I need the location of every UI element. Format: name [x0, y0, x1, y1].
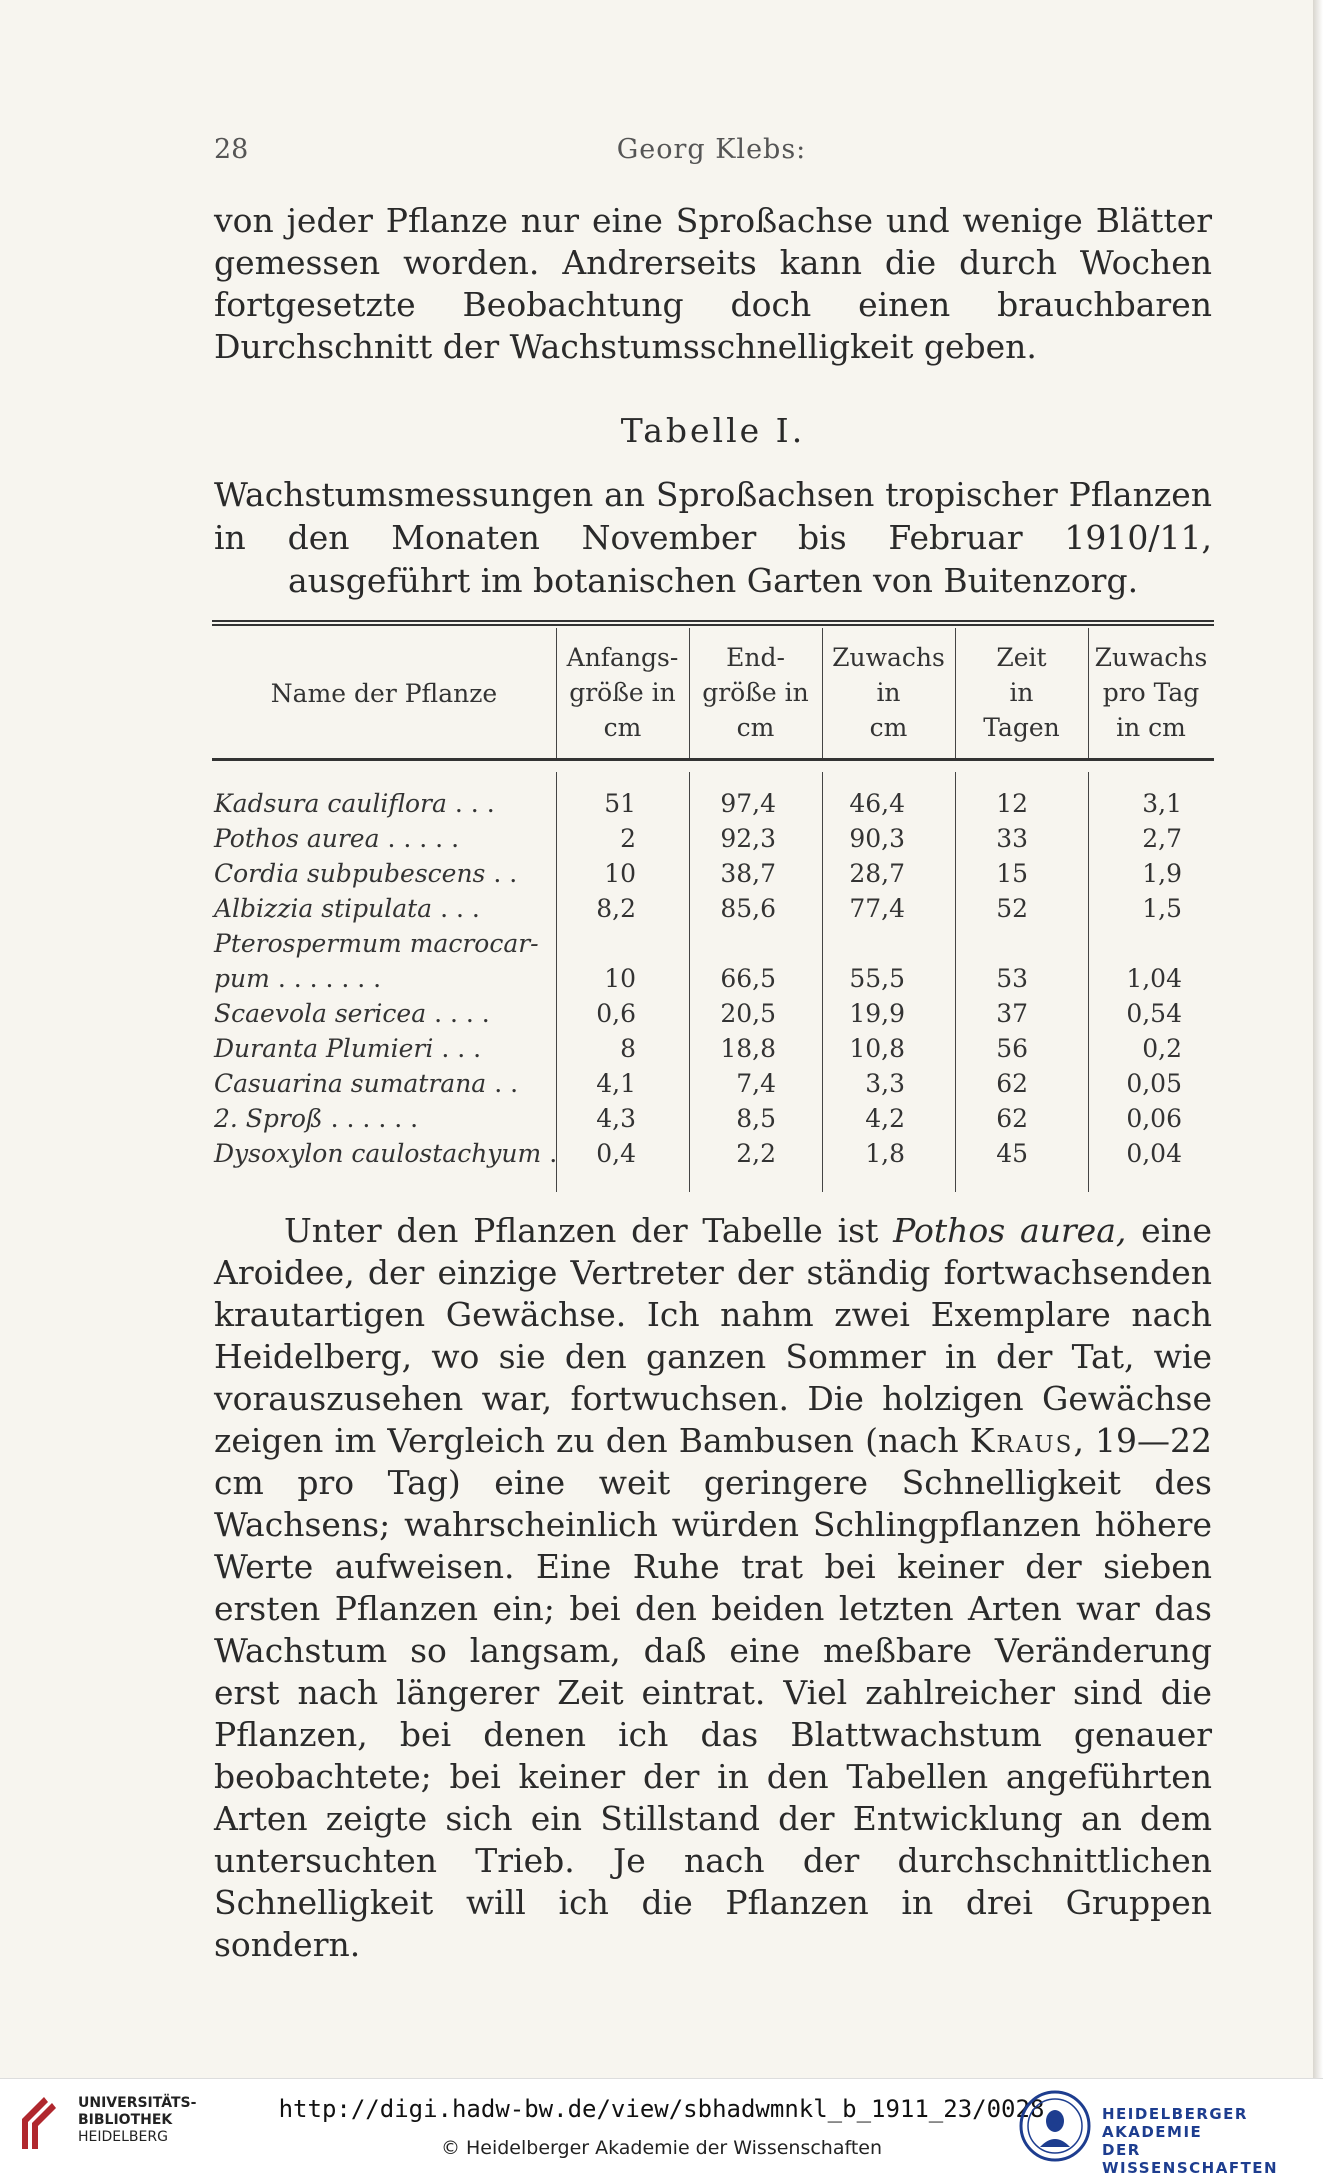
- value-cell: 3,1: [1142, 789, 1182, 818]
- plant-name-cell: [214, 1136, 558, 1171]
- academy-name-line: DER WISSENSCHAFTEN: [1102, 2141, 1279, 2177]
- value-cell: 62: [996, 1069, 1028, 1098]
- value-cell: 18,8: [720, 1034, 776, 1063]
- table-top-rule: [212, 620, 1214, 626]
- value-cell: 4,2: [865, 1104, 905, 1133]
- library-name-line: UNIVERSITÄTS-: [78, 2095, 197, 2111]
- value-cell: 97,4: [720, 789, 776, 818]
- column-header-start-size: [556, 640, 689, 745]
- copyright-notice: © Heidelberger Akademie der Wissenschaften: [440, 2137, 883, 2159]
- plant-name-cell: [214, 856, 544, 891]
- header-line: cm: [736, 713, 775, 742]
- value-cell: 1,5: [1142, 894, 1182, 923]
- body-text: [214, 1210, 1212, 1966]
- header-line: Tagen: [983, 713, 1060, 742]
- value-cell: 90,3: [849, 824, 905, 853]
- plant-name: Casuarina sumatrana: [214, 1069, 487, 1098]
- header-line: größe in: [569, 678, 676, 707]
- footer-bar: [0, 2078, 1323, 2175]
- value-cell: 15: [996, 859, 1028, 888]
- column-header-name: [214, 676, 554, 711]
- value-cell: 8,5: [736, 1104, 776, 1133]
- plant-name-cell: [214, 1031, 544, 1066]
- value-cell: 53: [996, 964, 1028, 993]
- value-cell: [526, 926, 636, 961]
- plant-name: Duranta Plumieri: [214, 1034, 434, 1063]
- plant-name-cell: [214, 1066, 544, 1101]
- author-name: Kraus: [969, 1421, 1074, 1460]
- column-header-growth: [822, 640, 955, 745]
- value-cell: 46,4: [849, 789, 905, 818]
- header-line: End-: [726, 643, 785, 672]
- plant-name-cell: [214, 1101, 544, 1136]
- running-title: Georg Klebs:: [616, 134, 807, 165]
- value-cell: 52: [996, 894, 1028, 923]
- value-cell: 20,5: [720, 999, 776, 1028]
- column-header-end-size: [689, 640, 822, 745]
- column-header-growth-per-day: [1088, 640, 1214, 745]
- header-line: Anfangs-: [566, 643, 679, 672]
- page-number: 28: [214, 134, 249, 165]
- header-line: cm: [603, 713, 642, 742]
- value-cell: 33: [996, 824, 1028, 853]
- leader-dots: . .: [493, 859, 518, 888]
- header-line: Zuwachs: [832, 643, 945, 672]
- value-cell: 10: [604, 964, 636, 993]
- header-line: Name der Pflanze: [270, 679, 498, 708]
- plant-name: Pterospermum macrocar-: [214, 929, 539, 958]
- value-cell: 1,8: [865, 1139, 905, 1168]
- value-cell: 51: [604, 789, 636, 818]
- value-cell: 92,3: [720, 824, 776, 853]
- value-cell: 7,4: [736, 1069, 776, 1098]
- value-cell: 2: [620, 824, 636, 853]
- value-cell: 8,2: [596, 894, 636, 923]
- value-cell: 62: [996, 1104, 1028, 1133]
- value-cell: 0,6: [596, 999, 636, 1028]
- value-cell: 0,04: [1126, 1139, 1182, 1168]
- header-line: cm: [869, 713, 908, 742]
- value-cell: 0,06: [1126, 1104, 1182, 1133]
- value-cell: 4,1: [596, 1069, 636, 1098]
- value-cell: [1072, 926, 1182, 961]
- header-line: in cm: [1116, 713, 1186, 742]
- leader-dots: . . .: [440, 894, 480, 923]
- body-text-part: , 19—22 cm pro Tag) eine weit geringere Schnelligkeit des Wachsens; wahrscheinlich würden Schlingpflanzen höhere Werte aufweisen. Eine Ruhe trat bei keiner der sieben ersten Pflanzen ein; bei den beiden letzten Arten war das Wachstum so langsam, daß eine meßbare Veränderung erst nach längerer Zeit eintrat. Viel zahlreicher sind die Pflanzen, bei denen ich das Blattwachstum genauer beobachtete; bei keiner der in den Tabellen angeführten Arten zeigte sich ein Stillstand der Entwicklung an dem untersuchten Trieb. Je nach der durchschnittlichen Schnelligkeit will ich die Pflanzen in drei Gruppen sondern.: [214, 1421, 1212, 1964]
- value-cell: 10: [604, 859, 636, 888]
- value-cell: 2,7: [1142, 824, 1182, 853]
- library-name-line: BIBLIOTHEK: [78, 2112, 173, 2128]
- header-line: pro Tag: [1102, 678, 1200, 707]
- header-line: Zuwachs: [1094, 643, 1208, 672]
- value-cell: 10,8: [849, 1034, 905, 1063]
- page-header: [214, 134, 1209, 174]
- plant-name: Cordia subpubescens: [214, 859, 486, 888]
- plant-name: Kadsura cauliflora: [214, 789, 447, 818]
- body-paragraph: [214, 1210, 1212, 1966]
- plant-name: Pothos aurea: [214, 824, 380, 853]
- column-header-days: [955, 640, 1088, 745]
- plant-name-cell: [214, 891, 544, 926]
- header-line: in: [1009, 678, 1034, 707]
- value-cell: [918, 926, 1028, 961]
- value-cell: 55,5: [849, 964, 905, 993]
- value-cell: 2,2: [736, 1139, 776, 1168]
- plant-name-cell: [214, 786, 544, 821]
- body-text-part: eine Aroidee, der einzige Vertreter der ständig fortwachsenden krautartigen Gewächse. Ich nahm zwei Exemplare nach Heidelberg, wo sie den ganzen Sommer in der Tat, wie vorauszusehen war, fortwuchsen. Die holzigen Gewächse zeigen im Vergleich zu den Bambusen (nach: [214, 1211, 1213, 1460]
- leader-dots: . . . . .: [387, 824, 460, 853]
- plant-name-cell: [214, 961, 544, 996]
- value-cell: [795, 926, 905, 961]
- value-cell: 85,6: [720, 894, 776, 923]
- table-caption: Wachstumsmessungen an Sproßachsen tropischer Pflanzen in den Monaten November bis Februar 1910/11, ausgeführt im botanischen Garten von Buitenzorg.: [214, 475, 1212, 600]
- plant-name: Dysoxylon caulostachyum: [214, 1139, 542, 1168]
- academy-name: [1102, 2105, 1323, 2177]
- value-cell: 8: [620, 1034, 636, 1063]
- leader-dots: . . . .: [434, 999, 490, 1028]
- plant-name: pum: [214, 964, 270, 993]
- intro-paragraph: [214, 200, 1212, 368]
- plant-name-cell: [214, 996, 544, 1031]
- table-header-rule: [212, 758, 1214, 761]
- library-name-line: HEIDELBERG: [78, 2129, 168, 2145]
- table-title: Tabelle I.: [620, 411, 806, 450]
- leader-dots: . . . . . . .: [277, 964, 382, 993]
- plant-name-cell: [214, 926, 544, 961]
- body-text-part: Unter den Pflanzen der Tabelle ist: [284, 1211, 894, 1250]
- leader-dots: . .: [494, 1069, 519, 1098]
- leader-dots: . . .: [454, 789, 495, 818]
- academy-seal-icon: [1018, 2089, 1092, 2163]
- plant-name: Scaevola sericea: [214, 999, 427, 1028]
- value-cell: 0,54: [1126, 999, 1182, 1028]
- plant-name: Albizzia stipulata: [214, 894, 433, 923]
- value-cell: [666, 926, 776, 961]
- value-cell: 45: [996, 1139, 1028, 1168]
- header-line: in: [876, 678, 901, 707]
- value-cell: 12: [996, 789, 1028, 818]
- plant-name-cell: [214, 821, 544, 856]
- value-cell: 3,3: [865, 1069, 905, 1098]
- value-cell: 0,4: [596, 1139, 636, 1168]
- header-line: Zeit: [996, 643, 1047, 672]
- value-cell: 37: [996, 999, 1028, 1028]
- value-cell: 56: [996, 1034, 1028, 1063]
- leader-dots: . . . . . .: [330, 1104, 419, 1133]
- value-cell: 4,3: [596, 1104, 636, 1133]
- value-cell: 66,5: [720, 964, 776, 993]
- plant-name: 2. Sproß: [214, 1104, 323, 1133]
- page-edge: [1313, 0, 1323, 2078]
- leader-dots: . . .: [441, 1034, 482, 1063]
- value-cell: 0,05: [1126, 1069, 1182, 1098]
- leader-dots: .: [549, 1139, 558, 1168]
- value-cell: 19,9: [849, 999, 905, 1028]
- header-line: größe in: [702, 678, 809, 707]
- value-cell: 77,4: [849, 894, 905, 923]
- value-cell: 1,9: [1142, 859, 1182, 888]
- academy-name-line: HEIDELBERGER AKADEMIE: [1102, 2105, 1248, 2141]
- source-url-link[interactable]: http://digi.hadw-bw.de/view/sbhadwmnkl_b_1911_23/0028: [278, 2095, 1045, 2123]
- value-cell: 0,2: [1142, 1034, 1182, 1063]
- value-cell: 38,7: [720, 859, 776, 888]
- value-cell: 1,04: [1126, 964, 1182, 993]
- species-name: Pothos aurea,: [893, 1211, 1127, 1250]
- value-cell: 28,7: [849, 859, 905, 888]
- intro-text: von jeder Pflanze nur eine Sproßachse und wenige Blätter gemessen worden. Andrerseits kann die durch Wochen fortgesetzte Beobachtung doch einen brauchbaren Durchschnitt der Wachstumsschnelligkeit geben.: [214, 201, 1212, 366]
